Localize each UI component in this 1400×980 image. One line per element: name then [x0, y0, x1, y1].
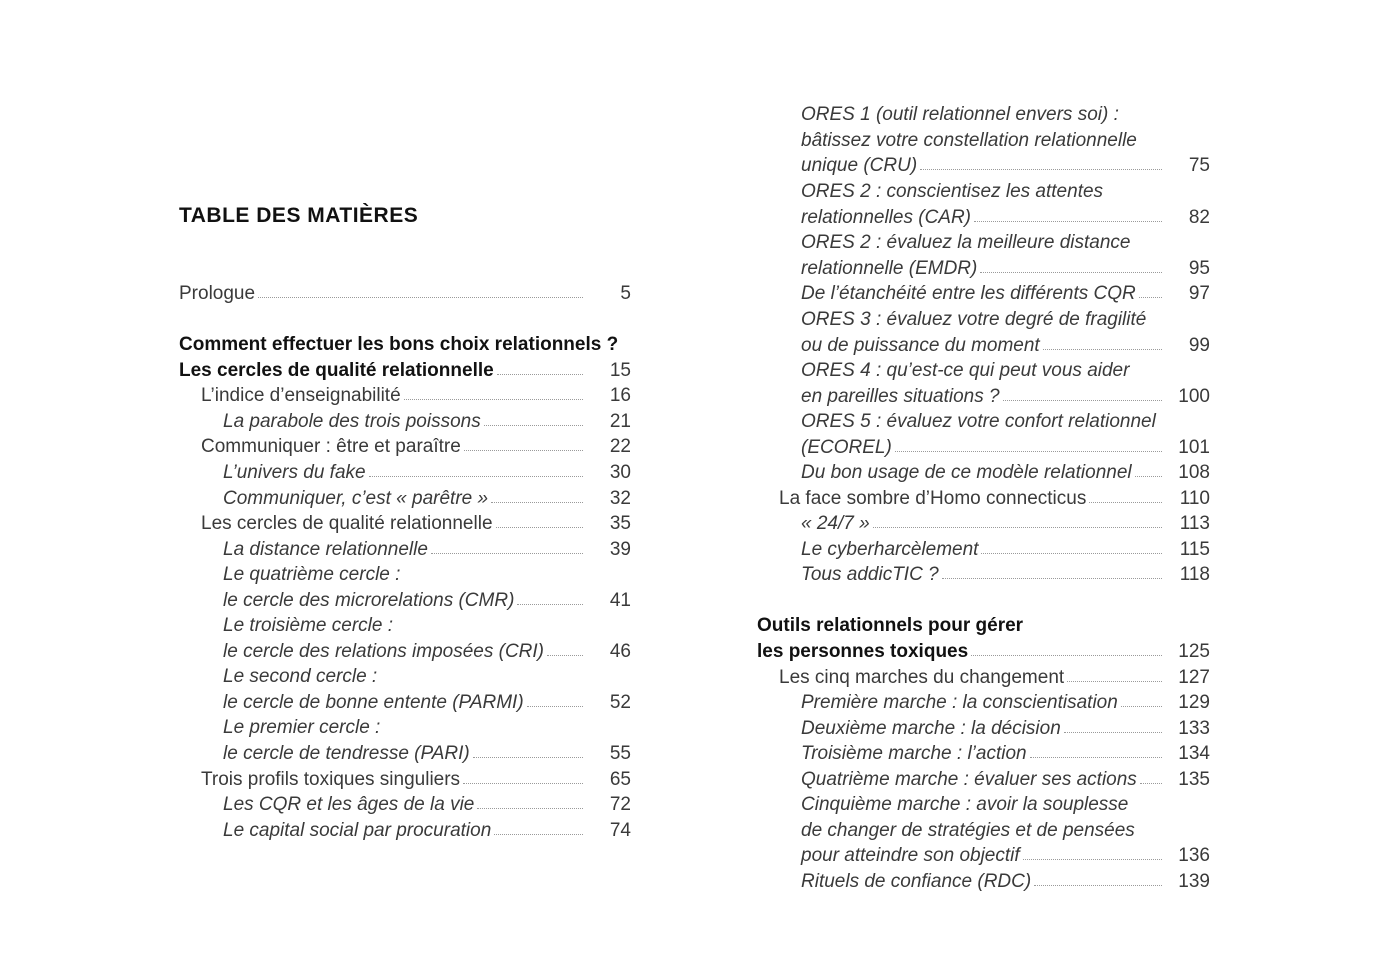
dot-leader: [920, 168, 1162, 170]
toc-entry-text: Cinquième marche : avoir la souplesse: [801, 794, 1129, 815]
toc-entry-text: de changer de stratégies et de pensées: [801, 819, 1135, 841]
toc-entry-text: relationnelles (CAR): [801, 206, 972, 228]
toc-entry-text: ORES 3 : évaluez votre degré de fragilité: [801, 309, 1147, 330]
toc-entry-text: Outils relationnels pour gérer: [757, 615, 1024, 636]
dot-leader: [494, 833, 583, 835]
toc-entry-text: Communiquer : être et paraître: [201, 436, 461, 457]
toc-entry[interactable]: [179, 332, 631, 383]
page-number: 99: [1188, 334, 1210, 356]
dot-leader: [1034, 884, 1162, 886]
dot-leader: [497, 373, 583, 375]
dot-leader: [1140, 782, 1162, 784]
dot-leader: [974, 220, 1162, 222]
toc-entry-text: Du bon usage de ce modèle relationnel: [801, 462, 1132, 483]
dot-leader: [980, 271, 1162, 273]
toc-entry-text: Les cinq marches du changement: [779, 667, 1065, 688]
dot-leader: [496, 526, 583, 528]
toc-entry-text: bâtissez votre constellation relationnelle: [801, 129, 1137, 151]
page-number: 35: [609, 513, 631, 534]
dot-leader: [369, 475, 583, 477]
page-number: 5: [620, 283, 631, 304]
page-number: 125: [1178, 640, 1210, 662]
dot-leader: [547, 654, 583, 656]
toc-entry[interactable]: [757, 562, 1210, 588]
page-number: 82: [1188, 206, 1210, 228]
toc-entry-text: ORES 1 (outil relationnel envers soi) :: [801, 104, 1119, 125]
toc-entry[interactable]: [757, 179, 1210, 230]
toc-entry[interactable]: [757, 511, 1210, 537]
page-number: 15: [609, 359, 631, 381]
toc-entry-text: « 24/7 »: [801, 513, 870, 534]
page-number: 72: [609, 794, 631, 815]
dot-leader: [1030, 756, 1162, 758]
toc-entry[interactable]: [179, 664, 631, 715]
toc-entry-text: les personnes toxiques: [757, 640, 969, 662]
toc-entry-text: ORES 2 : évaluez la meilleure distance: [801, 232, 1131, 253]
toc-entry[interactable]: [179, 767, 631, 793]
toc-entry[interactable]: [757, 486, 1210, 512]
page-number: 75: [1188, 155, 1210, 177]
page-number: 127: [1178, 667, 1210, 688]
toc-entry-text: en pareilles situations ?: [801, 385, 1000, 407]
dot-leader: [942, 577, 1162, 579]
page-number: 41: [609, 589, 631, 611]
toc-entry[interactable]: [757, 792, 1210, 869]
page-number: 110: [1179, 488, 1210, 509]
dot-leader: [1135, 475, 1162, 477]
toc-entry-text: unique (CRU): [801, 155, 918, 177]
toc-entry[interactable]: [757, 716, 1210, 742]
toc-entry[interactable]: [757, 613, 1210, 664]
toc-entry-text: La face sombre d’Homo connecticus: [779, 488, 1087, 509]
toc-entry[interactable]: [757, 537, 1210, 563]
dot-leader: [463, 782, 583, 784]
toc-entry-text: La parabole des trois poissons: [223, 411, 481, 432]
toc-entry-text: Prologue: [179, 283, 256, 304]
dot-leader: [895, 450, 1162, 452]
toc-entry-text: Le capital social par procuration: [223, 820, 492, 841]
toc-entry[interactable]: [179, 613, 631, 664]
dot-leader: [1089, 501, 1162, 503]
toc-entry-text: Tous addicTIC ?: [801, 564, 939, 585]
toc-entry[interactable]: [757, 230, 1210, 281]
toc-entry[interactable]: [179, 715, 631, 766]
page-number: 100: [1178, 385, 1210, 407]
toc-entry[interactable]: [179, 434, 631, 460]
page-number: 97: [1188, 283, 1210, 304]
dot-leader: [1003, 399, 1162, 401]
dot-leader: [517, 603, 583, 605]
dot-leader: [258, 296, 583, 298]
toc-entry-text: ORES 4 : qu’est-ce qui peut vous aider: [801, 360, 1130, 381]
toc-entry[interactable]: [757, 690, 1210, 716]
toc-entry[interactable]: [757, 869, 1210, 895]
toc-entry[interactable]: [179, 383, 631, 409]
toc-entry-text: Les CQR et les âges de la vie: [223, 794, 475, 815]
page-number: 46: [609, 640, 631, 662]
dot-leader: [1064, 731, 1162, 733]
toc-entry[interactable]: [757, 460, 1210, 486]
page-number: 113: [1179, 513, 1210, 534]
toc-entry[interactable]: [179, 562, 631, 613]
toc-entry[interactable]: [757, 409, 1210, 460]
page-number: 21: [609, 411, 631, 432]
toc-entry[interactable]: [179, 537, 631, 563]
toc-entry[interactable]: [179, 511, 631, 537]
toc-entry-text: Le cyberharcèlement: [801, 539, 979, 560]
toc-entry[interactable]: [179, 460, 631, 486]
toc-entry-text: Le troisième cercle :: [223, 615, 394, 636]
dot-leader: [404, 398, 583, 400]
page-number: 108: [1178, 462, 1210, 483]
toc-entry[interactable]: [757, 358, 1210, 409]
toc-entry[interactable]: [757, 665, 1210, 691]
dot-leader: [464, 449, 583, 451]
page-number: 52: [609, 691, 631, 713]
toc-entry-text: De l’étanchéité entre les différents CQR: [801, 283, 1136, 304]
dot-leader: [1139, 296, 1162, 298]
toc-entry-text: Trois profils toxiques singuliers: [201, 769, 461, 790]
dot-leader: [873, 526, 1162, 528]
toc-entry-text: relationnelle (EMDR): [801, 257, 978, 279]
page-number: 101: [1178, 436, 1210, 458]
page-number: 30: [609, 462, 631, 483]
dot-leader: [473, 756, 583, 758]
page-number: 118: [1179, 564, 1210, 585]
toc-entry[interactable]: [179, 818, 631, 844]
page-number: 95: [1188, 257, 1210, 279]
page-number: 129: [1178, 692, 1210, 713]
toc-entry-text: ou de puissance du moment: [801, 334, 1040, 356]
toc-entry-text: Rituels de confiance (RDC): [801, 871, 1032, 892]
toc-entry-text: Quatrième marche : évaluer ses actions: [801, 769, 1137, 790]
page-number: 65: [609, 769, 631, 790]
page-number: 134: [1178, 743, 1210, 764]
toc-entry[interactable]: [757, 767, 1210, 793]
toc-entry-text: le cercle de bonne entente (PARMI): [223, 691, 524, 713]
toc-entry-text: le cercle de tendresse (PARI): [223, 742, 470, 764]
page-number: 136: [1178, 845, 1210, 867]
dot-leader: [1023, 858, 1162, 860]
toc-entry-text: La distance relationnelle: [223, 539, 428, 560]
toc-entry[interactable]: [179, 792, 631, 818]
page-number: 74: [609, 820, 631, 841]
dot-leader: [1043, 348, 1162, 350]
toc-entry-text: Les cercles de qualité relationnelle: [201, 513, 493, 534]
dot-leader: [1121, 705, 1162, 707]
toc-entry[interactable]: [179, 486, 631, 512]
page-number: 135: [1178, 769, 1210, 790]
toc-entry-text: L’univers du fake: [223, 462, 366, 483]
toc-entry[interactable]: [757, 741, 1210, 767]
toc-entry[interactable]: [179, 409, 631, 435]
toc-title: TABLE DES MATIÈRES: [179, 204, 419, 227]
toc-entry[interactable]: [757, 102, 1210, 179]
dot-leader: [477, 807, 583, 809]
toc-entry-text: Les cercles de qualité relationnelle: [179, 359, 494, 381]
page-number: 115: [1179, 539, 1210, 560]
dot-leader: [971, 654, 1162, 656]
dot-leader: [491, 501, 583, 503]
toc-entry[interactable]: [179, 281, 631, 307]
dot-leader: [981, 552, 1162, 554]
toc-entry-text: ORES 2 : conscientisez les attentes: [801, 181, 1104, 202]
toc-entry[interactable]: [757, 307, 1210, 358]
dot-leader: [527, 705, 583, 707]
toc-entry-text: Deuxième marche : la décision: [801, 718, 1061, 739]
page-number: 133: [1178, 718, 1210, 739]
toc-entry-text: Troisième marche : l’action: [801, 743, 1027, 764]
toc-entry-text: Communiquer, c’est « parêtre »: [223, 488, 489, 509]
toc-entry-text: le cercle des relations imposées (CRI): [223, 640, 545, 662]
toc-entry-text: Première marche : la conscientisation: [801, 692, 1118, 713]
page-number: 16: [609, 385, 631, 406]
dot-leader: [1067, 680, 1162, 682]
toc-entry-text: L’indice d’enseignabilité: [201, 385, 401, 406]
page-number: 39: [609, 539, 631, 560]
page-number: 32: [609, 488, 631, 509]
toc-entry-text: ORES 5 : évaluez votre confort relationnel: [801, 411, 1156, 432]
toc-entry-text: Comment effectuer les bons choix relationnels ?: [179, 334, 619, 355]
toc-entry-text: Le quatrième cercle :: [223, 564, 401, 585]
toc-entry-text: (ECOREL): [801, 436, 892, 458]
toc-entry[interactable]: [757, 281, 1210, 307]
dot-leader: [431, 552, 583, 554]
page-number: 55: [609, 742, 631, 764]
toc-entry-text: le cercle des microrelations (CMR): [223, 589, 515, 611]
page-number: 139: [1178, 871, 1210, 892]
toc-entry-text: Le premier cercle :: [223, 717, 381, 738]
dot-leader: [484, 424, 583, 426]
page-number: 22: [609, 436, 631, 457]
toc-entry-text: Le second cercle :: [223, 666, 378, 687]
toc-entry-text: pour atteindre son objectif: [801, 845, 1020, 867]
